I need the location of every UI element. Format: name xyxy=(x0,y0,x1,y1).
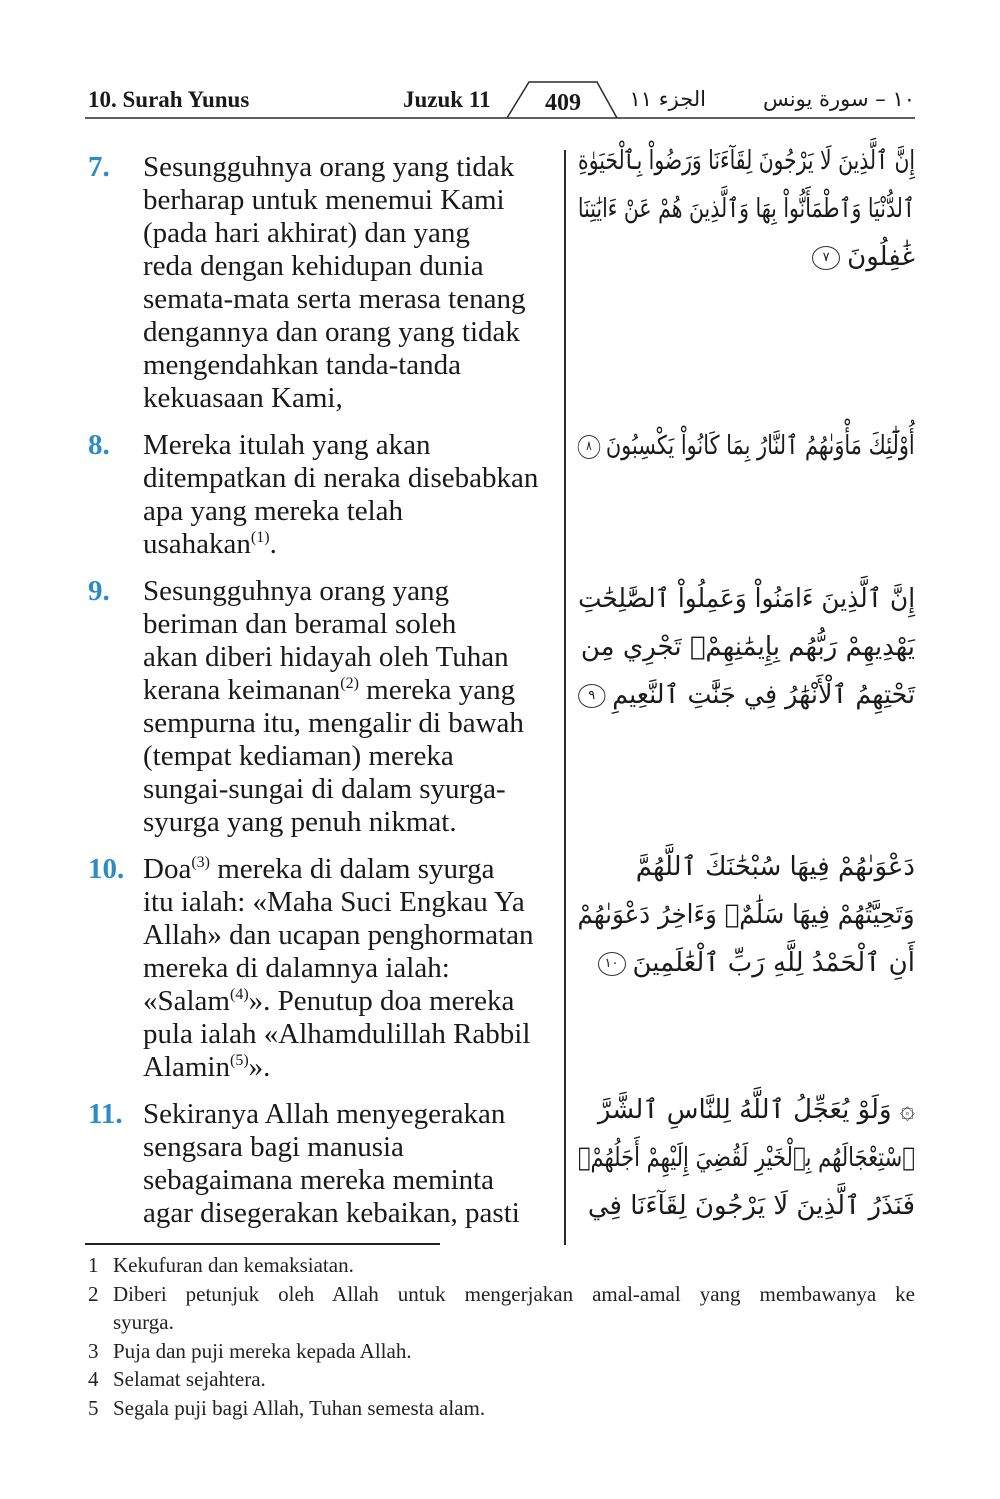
arabic-text: دَعْوَىٰهُمْ فِيهَا سُبْحَٰنَكَ ٱللَّهُمَّ xyxy=(635,852,915,882)
text-segment: Doa xyxy=(143,853,192,885)
footnote-3 xyxy=(88,1337,915,1366)
arabic-text: إِنَّ ٱلَّذِينَ ءَامَنُواْ وَعَمِلُواْ ٱلصَّٰلِحَٰتِ xyxy=(577,584,915,614)
footnote-line: Kekufuran dan kemaksiatan. xyxy=(113,1253,354,1277)
column-divider xyxy=(564,150,566,1245)
verse-translation-8 xyxy=(88,429,560,561)
arabic-line xyxy=(578,623,915,671)
arabic-text: فَنَذَرُ ٱلَّذِينَ لَا يَرْجُونَ لِقَآءَنَا فِي xyxy=(587,1191,915,1221)
arabic-line-content xyxy=(581,623,915,671)
arabic-line-content xyxy=(812,233,915,281)
arabic-line-content xyxy=(578,1134,915,1182)
text-line xyxy=(143,740,560,773)
footnote-line: Diberi petunjuk oleh Allah untuk mengerjakan amal-amal yang membawanya ke xyxy=(113,1281,915,1306)
header-arabic-surah: ١٠ – سورة يونس xyxy=(763,87,915,111)
text-segment: Sekiranya Allah menyegerakan xyxy=(143,1098,506,1130)
verse-arabic-9 xyxy=(578,575,915,719)
footnote-text xyxy=(113,1280,915,1337)
text-segment: Sesungguhnya orang yang xyxy=(143,575,450,607)
text-line xyxy=(143,1051,560,1084)
footnote-text xyxy=(113,1337,915,1366)
text-segment: reda dengan kehidupan dunia xyxy=(143,250,484,282)
arabic-line xyxy=(578,1182,915,1230)
arabic-line-content xyxy=(578,137,915,185)
arabic-line xyxy=(578,422,915,470)
footnote-number: 1 xyxy=(88,1253,99,1277)
text-segment: ditempatkan di neraka disebabkan xyxy=(143,462,539,494)
text-segment: agar disegerakan kebaikan, pasti xyxy=(143,1197,520,1229)
text-segment: (tempat kediaman) mereka xyxy=(143,740,454,772)
text-line xyxy=(143,382,560,415)
text-line xyxy=(143,773,560,806)
text-line xyxy=(143,575,560,608)
arabic-line-content xyxy=(578,185,915,233)
text-segment: Allah» dan ucapan penghormatan xyxy=(143,919,534,951)
footnote-reference: (5) xyxy=(230,1052,249,1069)
text-segment: Alamin xyxy=(143,1051,230,1083)
verse-arabic-11 xyxy=(578,1086,915,1230)
text-line xyxy=(143,1197,560,1230)
page-number: 409 xyxy=(545,90,581,116)
verse-translation-10 xyxy=(88,853,560,1084)
text-segment: itu ialah: «Maha Suci Engkau Ya xyxy=(143,886,525,918)
text-line xyxy=(143,674,560,707)
text-segment: pula ialah «Alhamdulillah Rabbil xyxy=(143,1018,531,1050)
footnote-line: Puja dan puji mereka kepada Allah. xyxy=(113,1338,412,1363)
ayah-end-marker: ١٠ xyxy=(598,952,626,976)
text-segment: ». Penutup doa mereka xyxy=(248,985,515,1017)
footnote-rule xyxy=(85,1243,440,1245)
verse-arabic-8 xyxy=(578,422,915,470)
verse-number: 11. xyxy=(88,1098,123,1130)
arabic-line-content xyxy=(588,1182,915,1230)
text-line xyxy=(143,250,560,283)
text-segment: kekuasaan Kami, xyxy=(143,382,343,414)
footnote-4 xyxy=(88,1365,915,1394)
arabic-line xyxy=(578,671,915,719)
text-segment: (pada hari akhirat) dan yang xyxy=(143,217,470,249)
text-line xyxy=(143,1098,560,1131)
arabic-text: ٱلدُّنْيَا وَٱطْمَأَنُّواْ بِهَا وَٱلَّذِينَ هُمْ عَنْ ءَايَٰتِنَا xyxy=(577,194,915,224)
arabic-text: يَهْدِيهِمْ رَبُّهُم بِإِيمَٰنِهِمْۖ تَجْرِي مِن xyxy=(580,632,915,662)
arabic-text: وَتَحِيَّتُهُمْ فِيهَا سَلَٰمٌۚ وَءَاخِرُ دَعْوَىٰهُمْ xyxy=(577,900,915,930)
footnotes xyxy=(88,1251,915,1422)
verse-text xyxy=(143,853,560,1084)
text-line xyxy=(143,853,560,886)
text-line xyxy=(143,316,560,349)
ayah-end-marker: ٩ xyxy=(578,684,605,708)
text-segment: kerana keimanan xyxy=(143,674,341,706)
arabic-line-content xyxy=(598,939,915,987)
arabic-text: إِنَّ ٱلَّذِينَ لَا يَرْجُونَ لِقَآءَنَا وَرَضُواْ بِٱلْحَيَوٰةِ xyxy=(578,146,915,176)
footnote-line: Segala puji bagi Allah, Tuhan semesta alam. xyxy=(113,1395,486,1420)
text-line xyxy=(143,707,560,740)
text-line xyxy=(143,283,560,316)
text-line xyxy=(143,952,560,985)
arabic-text: تَحْتِهِمُ ٱلْأَنْهَٰرُ فِي جَنَّٰتِ ٱلنَّعِيمِ xyxy=(612,680,915,710)
text-segment: mereka di dalamnya ialah: xyxy=(143,952,450,984)
text-segment: . xyxy=(269,528,277,560)
arabic-text: ۞ وَلَوْ يُعَجِّلُ ٱللَّهُ لِلنَّاسِ ٱلشَّرَّ xyxy=(597,1095,915,1125)
arabic-line-content xyxy=(578,891,915,939)
text-segment: «Salam xyxy=(143,985,230,1017)
arabic-line xyxy=(578,1086,915,1134)
text-line xyxy=(143,919,560,952)
text-segment: mereka yang xyxy=(358,674,516,706)
verse-number: 7. xyxy=(88,151,110,183)
text-line xyxy=(143,528,560,561)
text-line xyxy=(143,886,560,919)
text-segment: Mereka itulah yang akan xyxy=(143,429,431,461)
verse-translation-11 xyxy=(88,1098,560,1230)
verse-arabic-10 xyxy=(578,843,915,987)
arabic-line-content xyxy=(578,671,915,719)
header-arabic-juz: الجزء ١١ xyxy=(629,87,706,111)
footnote-reference: (1) xyxy=(250,529,270,546)
footnote-5 xyxy=(88,1394,915,1423)
footnote-text xyxy=(113,1394,915,1423)
text-line xyxy=(143,985,560,1018)
translation-column xyxy=(88,151,560,1244)
text-segment: mereka di dalam syurga xyxy=(209,853,495,885)
arabic-line xyxy=(578,575,915,623)
arabic-line-content xyxy=(636,843,915,891)
text-segment: berharap untuk menemui Kami xyxy=(143,184,505,216)
text-segment: sengsara bagi manusia xyxy=(143,1131,404,1163)
text-segment: sempurna itu, mengalir di bawah xyxy=(143,707,524,739)
verse-translation-9 xyxy=(88,575,560,839)
footnote-reference: (4) xyxy=(230,986,249,1003)
verse-text xyxy=(143,575,560,839)
arabic-line xyxy=(578,137,915,185)
arabic-line xyxy=(578,843,915,891)
text-segment: syurga yang penuh nikmat. xyxy=(143,806,457,838)
footnote-number: 2 xyxy=(88,1281,99,1306)
verse-arabic-7 xyxy=(578,137,915,281)
arabic-text: أُوْلَٰٓئِكَ مَأْوَىٰهُمُ ٱلنَّارُ بِمَا كَانُواْ يَكْسِبُونَ xyxy=(606,431,915,461)
text-line xyxy=(143,641,560,674)
arabic-text: غَٰفِلُونَ xyxy=(847,242,915,272)
text-segment: akan diberi hidayah oleh Tuhan xyxy=(143,641,509,673)
footnote-number: 3 xyxy=(88,1338,99,1363)
text-segment: semata-mata serta merasa tenang xyxy=(143,283,526,315)
footnote-reference: (2) xyxy=(340,675,359,692)
footnote-reference: (3) xyxy=(191,854,210,871)
footnote-number: 4 xyxy=(88,1367,99,1391)
arabic-text: أَنِ ٱلْحَمْدُ لِلَّهِ رَبِّ ٱلْعَٰلَمِينَ xyxy=(632,948,915,978)
text-segment: mengendahkan tanda-tanda xyxy=(143,349,462,381)
text-line xyxy=(143,806,560,839)
ayah-end-marker: ٧ xyxy=(812,246,840,270)
footnote-2 xyxy=(88,1280,915,1337)
arabic-line xyxy=(578,939,915,987)
text-segment: dengannya dan orang yang tidak xyxy=(143,316,520,348)
ayah-end-marker: ٨ xyxy=(578,435,600,459)
header-juz-label: Juzuk 11 xyxy=(403,87,491,112)
text-segment: sebagaimana mereka meminta xyxy=(143,1164,495,1196)
arabic-line-content xyxy=(578,575,915,623)
arabic-line-content xyxy=(578,422,915,470)
text-segment: Sesungguhnya orang yang tidak xyxy=(143,151,515,183)
arabic-line xyxy=(578,185,915,233)
text-line xyxy=(143,608,560,641)
text-line xyxy=(143,1018,560,1051)
arabic-line xyxy=(578,1134,915,1182)
footnote-text xyxy=(113,1365,915,1394)
text-line xyxy=(143,349,560,382)
footnote-number: 5 xyxy=(88,1395,99,1420)
text-segment: sungai-sungai di dalam syurga- xyxy=(143,773,506,805)
text-segment: usahakan xyxy=(143,528,251,560)
verse-number: 9. xyxy=(88,575,110,607)
verse-number: 8. xyxy=(88,429,110,461)
arabic-line xyxy=(578,891,915,939)
arabic-line-content xyxy=(598,1086,915,1134)
verse-number: 10. xyxy=(88,853,125,885)
text-segment: apa yang mereka telah xyxy=(143,495,404,527)
arabic-line xyxy=(578,233,915,281)
text-line xyxy=(143,495,560,528)
footnote-line: syurga. xyxy=(113,1310,174,1334)
header-surah-title: 10. Surah Yunus xyxy=(88,87,250,112)
text-segment: beriman dan beramal soleh xyxy=(143,608,457,640)
footnote-1 xyxy=(88,1251,915,1280)
text-segment: ». xyxy=(248,1051,271,1083)
footnote-text xyxy=(113,1251,915,1280)
arabic-text: ٱسْتِعْجَالَهُم بِٱلْخَيْرِ لَقُضِيَ إِلَيْهِمْ أَجَلُهُمْۖ xyxy=(578,1143,915,1173)
footnote-line: Selamat sejahtera. xyxy=(113,1367,266,1391)
